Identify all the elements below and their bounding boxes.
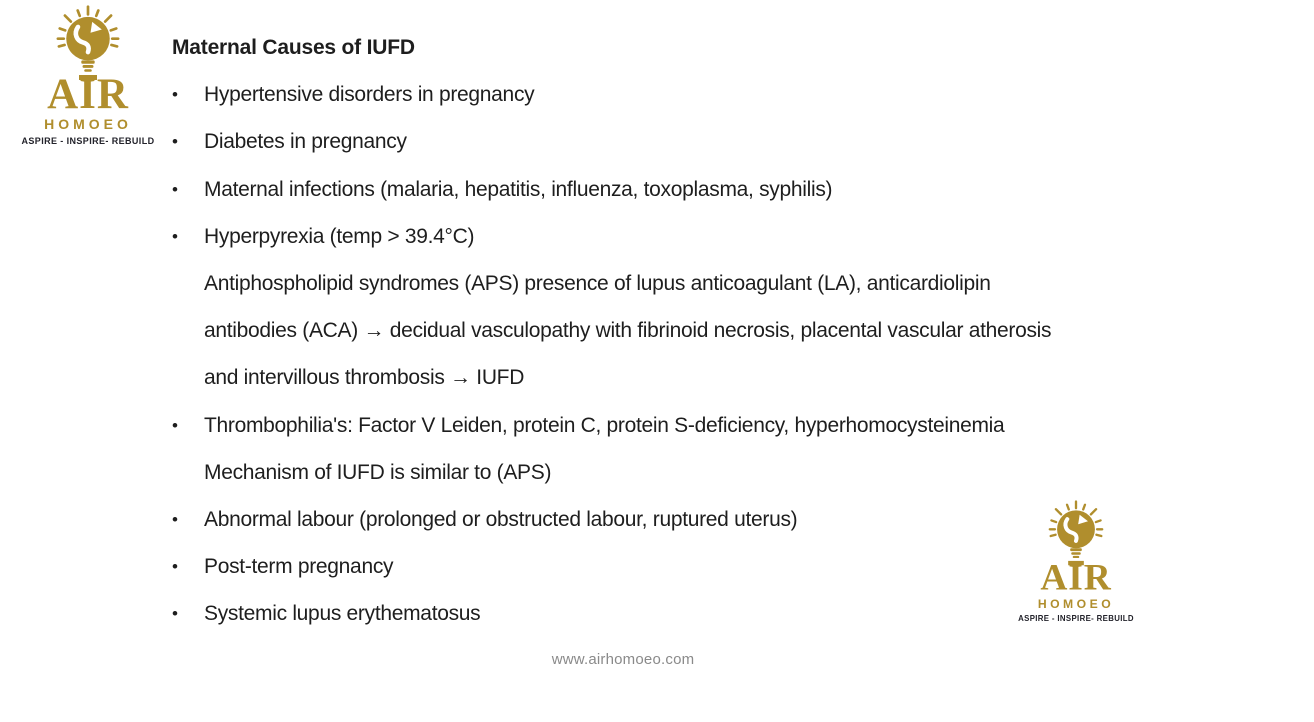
logo-bottom-right	[1017, 500, 1135, 623]
bullet-marker: •	[172, 132, 178, 152]
bullet-marker: •	[172, 415, 178, 435]
list-item-text: Abnormal labour (prolonged or obstructed labour, ruptured uterus)	[204, 508, 798, 532]
list-item-text: Maternal infections (malaria, hepatitis, influenza, toxoplasma, syphilis)	[204, 177, 833, 201]
list-item	[172, 402, 1292, 449]
list-item-text: Hypertensive disorders in pregnancy	[204, 83, 535, 107]
list-item-text: Diabetes in pregnancy	[204, 130, 407, 154]
bullet-marker: •	[172, 557, 178, 577]
logo-tagline: ASPIRE - INSPIRE- REBUILD	[21, 136, 155, 146]
logo-top-left	[20, 5, 156, 146]
list-item-continuation	[172, 449, 1292, 496]
list-item-continuation	[172, 354, 1292, 401]
list-item-continuation	[172, 307, 1292, 354]
bullet-marker: •	[172, 179, 178, 199]
logo-name: HOMOEO	[44, 116, 132, 132]
list-item	[172, 118, 1292, 165]
bullet-marker: •	[172, 604, 178, 624]
bullet-marker: •	[172, 226, 178, 246]
page-title: Maternal Causes of IUFD	[172, 36, 415, 59]
idea-bulb-question-icon	[42, 5, 134, 74]
list-item-text: Systemic lupus erythematosus	[204, 602, 481, 626]
bullet-marker: •	[172, 510, 178, 530]
list-item-text: Post-term pregnancy	[204, 555, 394, 579]
list-item-text: Thrombophilia's: Factor V Leiden, protein C, protein S-deficiency, hyperhomocysteinemia	[204, 413, 1005, 437]
list-item-continuation	[172, 260, 1292, 307]
logo-acronym: AIR	[1040, 557, 1112, 599]
list-item-text: antibodies (ACA) → decidual vasculopathy with fibrinoid necrosis, placental vascular atherosis	[204, 319, 1052, 343]
list-item	[172, 71, 1292, 118]
list-item	[172, 213, 1292, 260]
list-item-text: Hyperpyrexia (temp > 39.4°C)	[204, 224, 475, 248]
list-item-text: Mechanism of IUFD is similar to (APS)	[204, 460, 552, 484]
list-item-text: Antiphospholipid syndromes (APS) presence of lupus anticoagulant (LA), anticardiolipin	[204, 272, 991, 296]
website-url: www.airhomoeo.com	[551, 651, 695, 668]
logo-acronym: AIR	[47, 71, 129, 118]
logo-tagline: ASPIRE - INSPIRE- REBUILD	[1018, 613, 1134, 623]
list-item-text: and intervillous thrombosis → IUFD	[204, 366, 525, 390]
list-item	[172, 166, 1292, 213]
logo-name: HOMOEO	[1037, 596, 1115, 611]
bullet-marker: •	[172, 85, 178, 105]
idea-bulb-question-icon	[1036, 500, 1116, 560]
